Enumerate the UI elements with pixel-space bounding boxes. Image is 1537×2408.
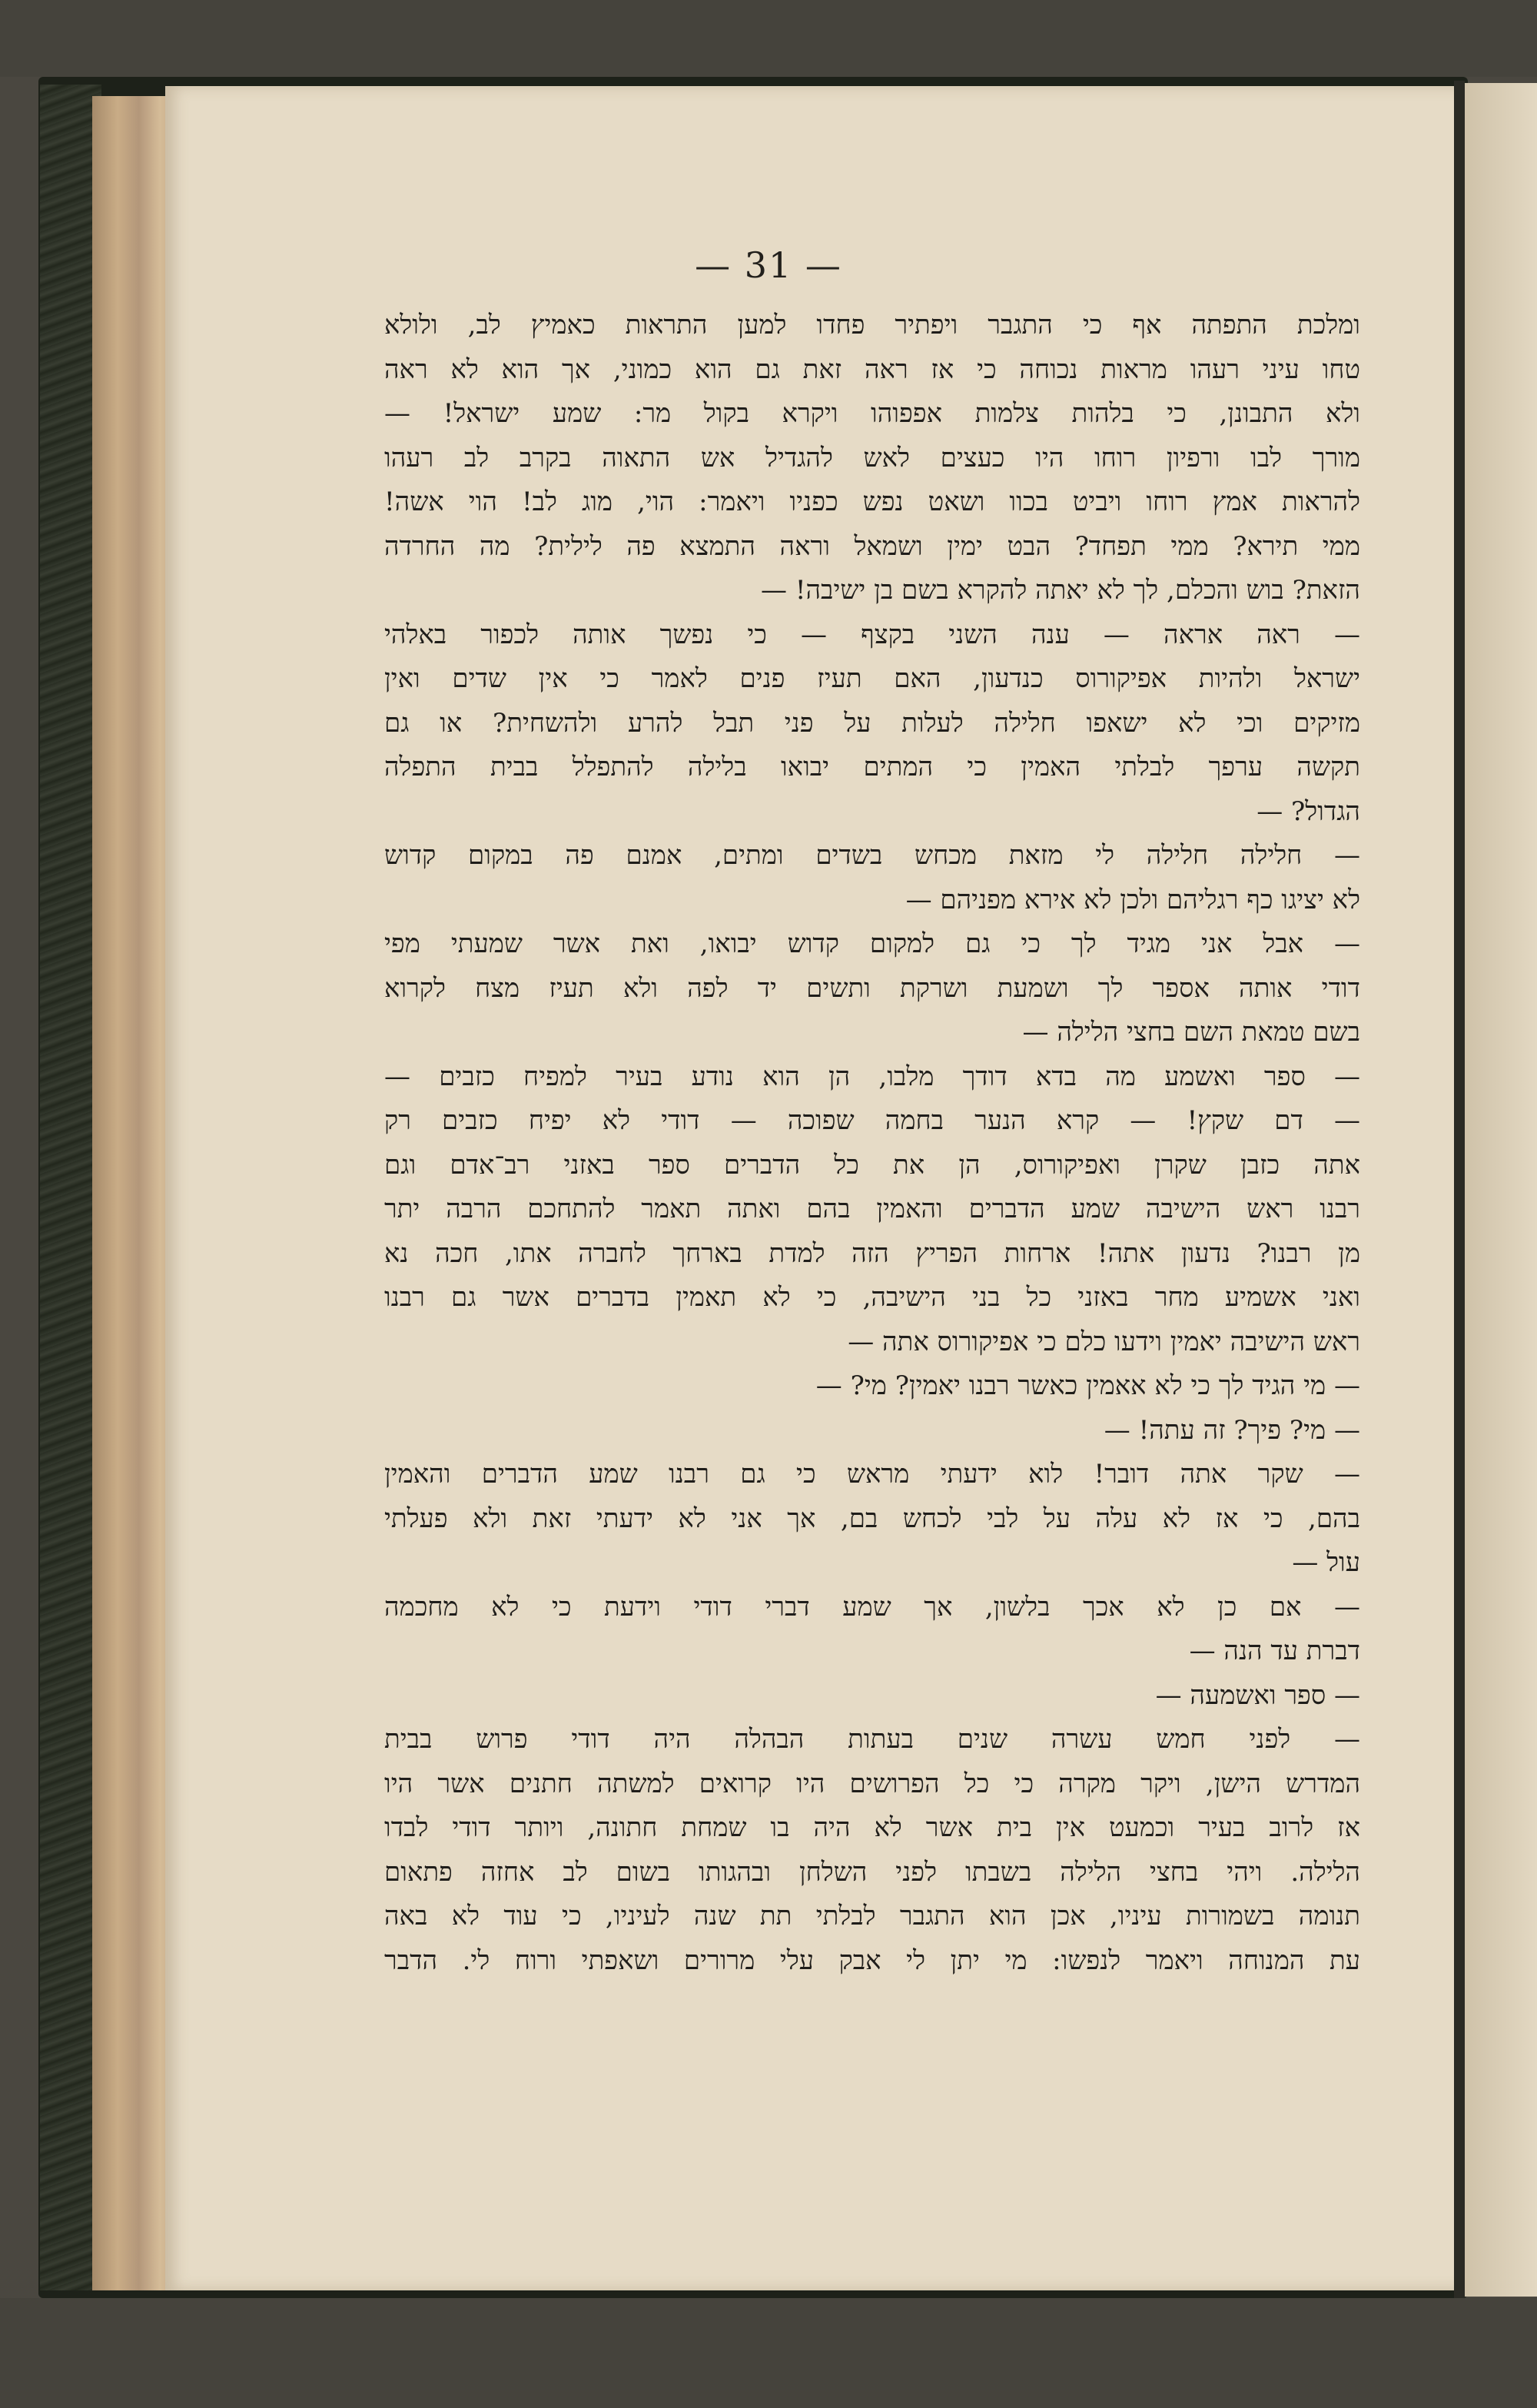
text-line: — מי הגיד לך כי לא אאמין כאשר רבנו יאמין? מי? — [815, 1370, 1360, 1401]
text-line: — שקר אתה דובר! לוא ידעתי מראש כי גם רבנו שמע הדברים והאמין [384, 1459, 1360, 1490]
page-number: — 31 — [695, 244, 842, 286]
text-line: דודי אותה אספר לך ושמעת ושרקת ותשים יד לפה ולא תעיז מצח לקרוא [384, 972, 1360, 1004]
text-line: עול — [1292, 1547, 1360, 1578]
page-text-block [384, 304, 1360, 1983]
text-line: ומלכת התפתה אף כי התגבר ויפתיר פחדו למען התראות כאמיץ לב, ולולא [384, 310, 1360, 340]
text-line: אתה כזבן שקרן ואפיקורוס, הן את כל הדברים ספר באזני רב־אדם וגם [384, 1149, 1360, 1181]
text-line: מן רבנו? נדעון אתה! ארחות הפריץ הזה למדת בארחך לחברה אתו, חכה נא [384, 1237, 1360, 1269]
text-line: ולא התבונן, כי בלהות צלמות אפפוהו ויקרא בקול מר: שמע ישראל! — [384, 398, 1360, 429]
text-line: הלילה. ויהי בחצי הלילה בשבתו לפני השלחן ובהגותו בשום לב אחזה פתאום [384, 1856, 1360, 1888]
text-line: הזאת? בוש והכלם, לך לא יאתה להקרא בשם בן ישיבה! — [761, 575, 1360, 606]
text-line: — מי? פיך? זה עתה! — [1104, 1414, 1360, 1446]
text-line: להראות אמץ רוחו ויביט בכוו ושאט נפש כפניו ויאמר: הוי, מוג לב! הוי אשה! [384, 487, 1360, 517]
text-line: ראש הישיבה יאמין וידעו כלם כי אפיקורוס אתה — [848, 1326, 1360, 1357]
book-gutter [1454, 81, 1465, 2298]
text-line: המדרש הישן, ויקר מקרה כי כל הפרושים היו קרואים למשתה חתנים אשר היו [384, 1768, 1360, 1799]
text-line: רבנו ראש הישיבה שמע הדברים והאמין בהם ואתה תאמר להתחכם הרבה יתר [384, 1194, 1360, 1224]
text-line: עת המנוחה ויאמר לנפשו: מי יתן לי אבק עלי מרורים ושאפתי ורוח לי. הדבר [384, 1945, 1360, 1976]
text-line: — דם שקץ! — קרא הנער בחמה שפוכה — דודי לא יפיח כזבים רק [384, 1105, 1360, 1136]
text-line: ואני אשמיע מחר באזני כל בני הישיבה, כי לא תאמין בדברים אשר גם רבנו [384, 1282, 1360, 1313]
text-line: ממי תירא? ממי תפחד? הבט ימין ושמאל וראה התמצא פה לילית? מה החרדה [384, 530, 1360, 562]
text-line: מזיקים וכי לא ישאפו חלילה לעלות על פני תבל להרע ולהשחית? או גם [384, 707, 1360, 739]
text-line: — לפני חמש עשרה שנים בעתות הבהלה היה דודי פרוש בבית [384, 1724, 1360, 1755]
page-edges [92, 96, 177, 2290]
text-line: — ספר ואשמעה — [1155, 1679, 1360, 1711]
scan-background-top [0, 0, 1537, 77]
text-line: — ספר ואשמע מה בדא דודך מלבו, הן הוא נודע בעיר למפיח כזבים — [384, 1061, 1360, 1092]
text-line: — חלילה חלילה לי מזאת מכחש בשדים ומתים, אמנם פה במקום קדוש [384, 840, 1360, 871]
text-line: בהם, כי אז לא עלה על לבי לכחש בם, אך אני לא ידעתי זאת ולא פעלתי [384, 1503, 1360, 1534]
text-line: — ראה אראה — ענה השני בקצף — כי נפשך אותה לכפור באלהי [384, 619, 1360, 650]
text-line: הגדול? — [1256, 795, 1360, 827]
text-line: אז לרוב בעיר וכמעט אין בית אשר לא היה בו שמחת חתונה, ויותר דודי לבדו [384, 1812, 1360, 1843]
text-line: — אבל אני מגיד לך כי גם למקום קדוש יבואו, ואת אשר שמעתי מפי [384, 928, 1360, 959]
text-line: לא יציגו כף רגליהם ולכן לא אירא מפניהם — [905, 884, 1360, 915]
text-line: תקשה ערפך לבלתי האמין כי המתים יבואו בלילה להתפלל בבית התפלה [384, 752, 1360, 782]
facing-page-edge [1465, 83, 1537, 2297]
text-line: טחו עיני רעהו מראות נכוחה כי אז ראה זאת גם הוא כמוני, אך הוא לא ראה [384, 354, 1360, 385]
scan-background-bottom [0, 2298, 1537, 2408]
text-line: — אם כן לא אכך בלשון, אך שמע דברי דודי וידעת כי לא מחכמה [384, 1591, 1360, 1622]
text-line: דברת עד הנה — [1189, 1636, 1360, 1666]
text-line: בשם טמאת השם בחצי הלילה — [1022, 1017, 1360, 1048]
text-line: ישראל ולהיות אפיקורוס כנדעון, האם תעיז פנים לאמר כי אין שדים ואין [384, 663, 1360, 694]
text-line: תנומה בשמורות עיניו, אכן הוא התגבר לבלתי תת שנה לעיניו, כי עוד לא באה [384, 1901, 1360, 1931]
text-line: מורך לבו ורפיון רוחו היו כעצים לאש להגדיל אש התאוה בקרב לב רעהו [384, 442, 1360, 473]
